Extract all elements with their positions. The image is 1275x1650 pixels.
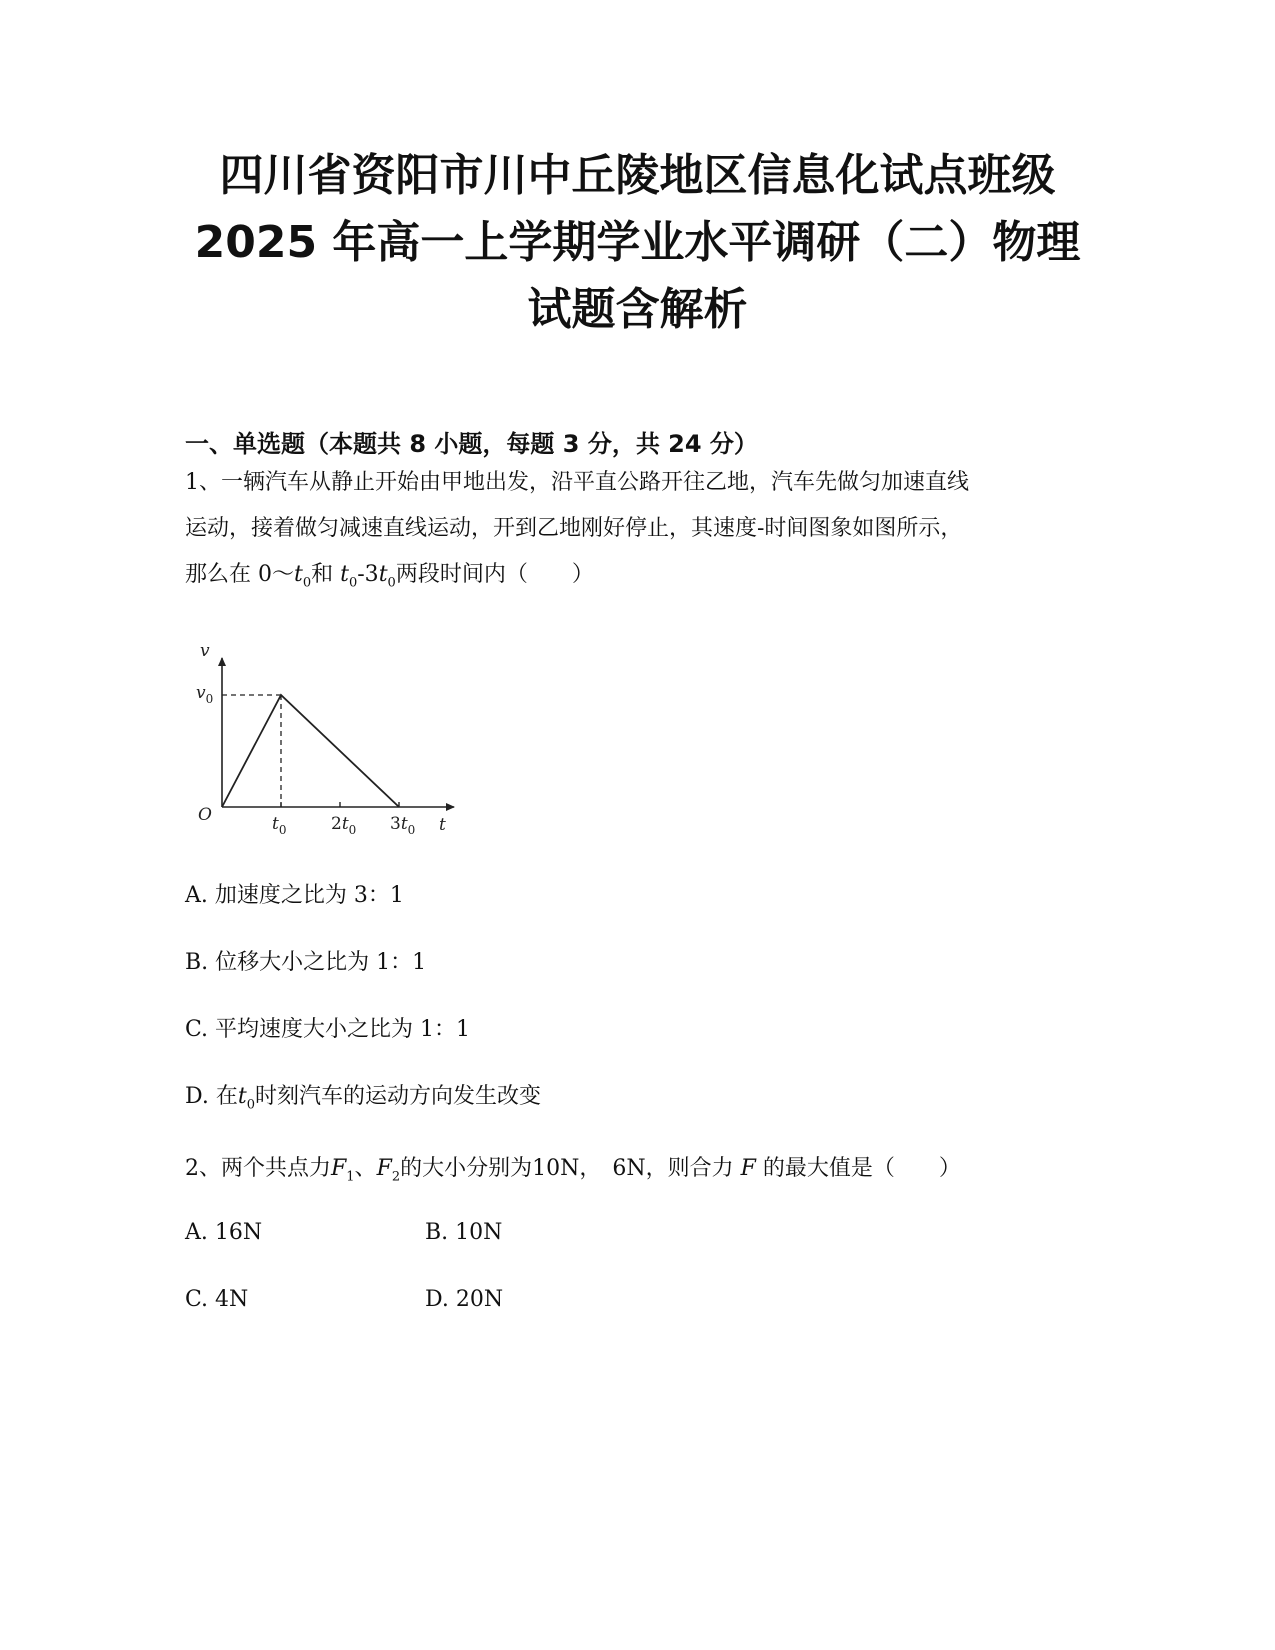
series-line bbox=[222, 695, 399, 807]
q1-option-a: A. 加速度之比为 3：1 bbox=[185, 883, 404, 908]
tick-label-2t0 bbox=[331, 814, 356, 837]
tick-t0-symbol: t bbox=[272, 814, 279, 834]
tick-2t0-coef: 2 bbox=[331, 814, 342, 834]
q1-line-3-part-c: -3 bbox=[357, 562, 379, 587]
document-title bbox=[150, 142, 1125, 343]
t0-subscript: 0 bbox=[246, 1097, 255, 1113]
tick-3t0-subscript: 0 bbox=[407, 823, 416, 837]
question-2 bbox=[185, 1151, 961, 1184]
f2-symbol: F bbox=[376, 1156, 392, 1181]
velocity-time-graph bbox=[196, 641, 480, 878]
f-symbol: F bbox=[740, 1156, 756, 1181]
q2-text-c: 的最大值是（ ） bbox=[762, 1156, 961, 1181]
t0-symbol: t bbox=[378, 562, 388, 587]
tick-3t0-symbol: t bbox=[400, 814, 408, 834]
q2-option-b: B. 10N bbox=[425, 1220, 503, 1245]
q1-option-d bbox=[185, 1079, 541, 1112]
tick-2t0-symbol: t bbox=[341, 814, 349, 834]
title-line-2: 2025 年高一上学期学业水平调研（二）物理 bbox=[194, 217, 1081, 268]
q2-text-a: 2、两个共点力 bbox=[185, 1156, 331, 1181]
f1-subscript: 1 bbox=[346, 1169, 355, 1185]
f2-subscript: 2 bbox=[391, 1169, 401, 1185]
v0-symbol: v bbox=[196, 683, 206, 703]
tick-label-3t0 bbox=[390, 814, 415, 837]
q1-option-b: B. 位移大小之比为 1：1 bbox=[185, 950, 427, 975]
t0-symbol: t bbox=[340, 562, 349, 587]
q2-text-b: 的大小分别为10N， 6N，则合力 bbox=[400, 1156, 734, 1181]
q1-line-3 bbox=[185, 552, 1085, 606]
q1-line-3-part-b: 和 bbox=[311, 562, 341, 587]
t0-subscript: 0 bbox=[302, 575, 312, 591]
q1-line-2: 运动，接着做匀减速直线运动，开到乙地刚好停止，其速度-时间图象如图所示， bbox=[185, 516, 963, 541]
t0-subscript: 0 bbox=[387, 575, 396, 591]
section-heading: 一、单选题（本题共 8 小题，每题 3 分，共 24 分） bbox=[185, 430, 758, 458]
tick-3t0-coef: 3 bbox=[390, 814, 401, 834]
title-line-3: 试题含解析 bbox=[527, 284, 748, 335]
tick-t0-subscript: 0 bbox=[278, 823, 287, 837]
q2-option-d: D. 20N bbox=[425, 1287, 504, 1312]
t0-symbol: t bbox=[237, 1084, 247, 1109]
t0-symbol: t bbox=[294, 562, 303, 587]
t-axis-label: t bbox=[439, 815, 446, 835]
question-1 bbox=[185, 460, 1085, 606]
tick-label-t0 bbox=[272, 814, 286, 837]
q1-line-1: 1、一辆汽车从静止开始由甲地出发，沿平直公路开往乙地，汽车先做匀加速直线 bbox=[185, 470, 969, 495]
v0-label bbox=[196, 683, 213, 706]
q1-line-3-part-d: 两段时间内（ ） bbox=[395, 562, 594, 587]
title-line-1: 四川省资阳市川中丘陵地区信息化试点班级 bbox=[219, 150, 1056, 201]
t0-subscript: 0 bbox=[348, 575, 358, 591]
q1-option-d-pre: D. 在 bbox=[185, 1084, 238, 1109]
v-axis-label: v bbox=[200, 641, 210, 661]
q1-option-d-post: 时刻汽车的运动方向发生改变 bbox=[254, 1084, 541, 1109]
q2-option-a: A. 16N bbox=[185, 1220, 263, 1245]
f1-symbol: F bbox=[331, 1156, 347, 1181]
tick-2t0-subscript: 0 bbox=[348, 823, 357, 837]
q2-separator: 、 bbox=[354, 1156, 377, 1181]
origin-label: O bbox=[198, 805, 212, 825]
q1-line-3-part-a: 那么在 0～ bbox=[185, 562, 294, 587]
v0-subscript: 0 bbox=[205, 692, 214, 706]
q1-option-c: C. 平均速度大小之比为 1：1 bbox=[185, 1017, 471, 1042]
q2-option-c: C. 4N bbox=[185, 1287, 249, 1312]
